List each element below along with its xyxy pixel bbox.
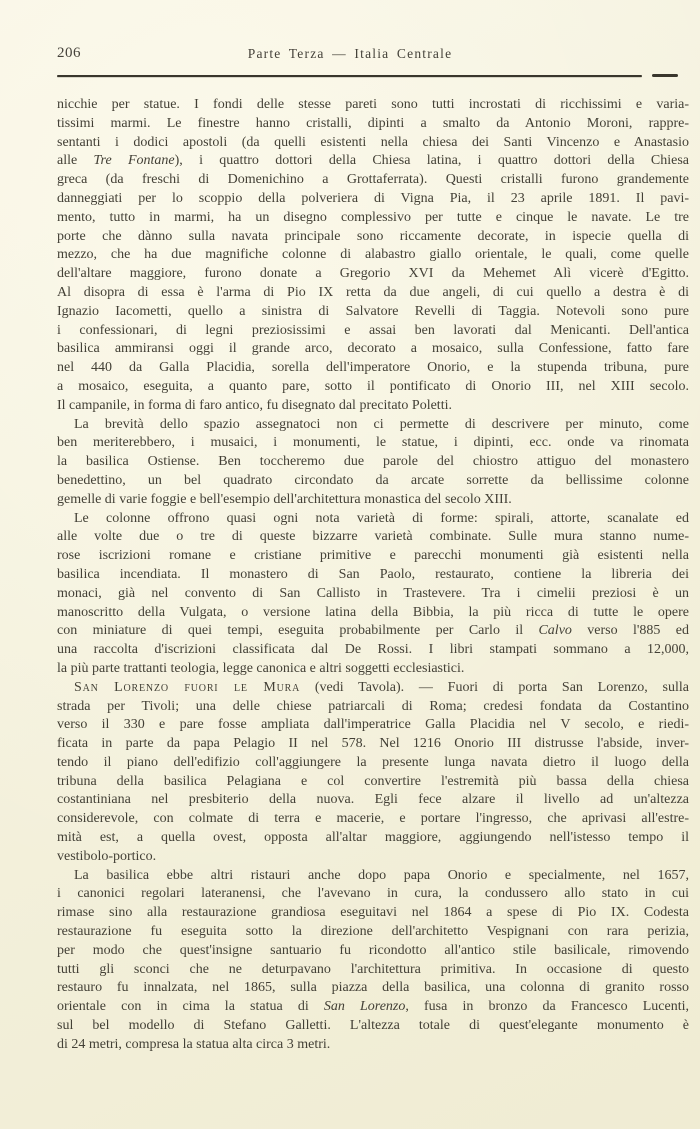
text-line: mento, tutto in marmi, ha un disegno complessivo per tutte e cinque le navate. Le tre: [57, 209, 689, 225]
text-line: basilica incendiata. Il monastero di San Paolo, restaurato, contiene la libreria dei: [57, 566, 689, 582]
page-number: 206: [57, 45, 81, 61]
header-rule: [57, 75, 642, 77]
text-line: benedettino, un bel quadrato circondato da arcate sorrette da bellissime colonne: [57, 472, 689, 488]
text-line: Il campanile, in forma di faro antico, fu disegnato dal precitato Poletti.: [57, 397, 452, 413]
text-line: restauro fu innalzata, nel 1865, sulla piazza della basilica, una colonna di granito rosso: [57, 980, 689, 996]
text-line: orientale con in cima la statua di San Lorenzo, fusa in bronzo da Francesco Lucenti,: [57, 999, 689, 1015]
text-line: porte che dànno sulla navata principale sono riccamente decorate, in ispecie quella di: [57, 228, 689, 244]
text-line: a mosaico, eseguita, a quanto pare, sotto il pontificato di Onorio III, nel XIII secolo.: [57, 378, 689, 394]
text-line: una raccolta d'iscrizioni classificata dal De Rossi. I libri stampati sommano a 12,000,: [57, 642, 689, 658]
page-body: [57, 96, 689, 1055]
page-header: [0, 45, 700, 65]
text-line: monaci, già nel convento di San Callisto in Trastevere. Tra i cimelii preziosi è un: [57, 585, 689, 601]
text-line: rimase sino alla restaurazione grandiosa eseguitavi nel 1864 a spese di Pio IX. Codesta: [57, 905, 689, 921]
text-line: danneggiati per lo scoppio della polveriera di Vigna Pia, il 23 aprile 1891. Il pavi-: [57, 190, 689, 206]
text-line: tissimi marmi. Le finestre hanno cristalli, dipinti a smalto da Antonio Moroni, rappre-: [57, 115, 689, 131]
text-line: greca (da freschi di Domenichino a Grottaferrata). Questi cristalli furono grandemente: [57, 172, 689, 188]
text-line: sentanti i dodici apostoli (da quelli esistenti nella chiesa dei Santi Vincenzo e Anastasio: [57, 134, 689, 150]
text-line: nicchie per statue. I fondi delle stesse pareti sono tutti incrostati di ricchissimi e varia-: [57, 97, 689, 112]
text-line: dell'altare maggiore, furono donate a Gregorio XVI da Mehemet Alì vicerè d'Egitto.: [57, 266, 689, 282]
text-line: gemelle di varie foggie e bell'esempio dell'architettura monastica del secolo XIII.: [57, 491, 512, 507]
text-line: restaurazione fu eseguita sotto la direzione dell'architetto Vespignani con rara perizia,: [57, 924, 689, 940]
text-line: i confessionari, di legni preziosissimi e assai ben lavorati dal Menicanti. Dell'antica: [57, 322, 689, 338]
text-line: tutti gli sconci che ne deturpavano l'architettura primitiva. In occasione di questo: [57, 961, 689, 977]
running-title: Parte Terza — Italia Centrale: [247, 46, 453, 61]
text-line: San Lorenzo fuori le Mura (vedi Tavola). — Fuori di porta San Lorenzo, sulla: [74, 679, 689, 695]
text-line: costantiniana nel presbiterio della nuova. Egli fece alzare il livello ad un'altezza: [57, 792, 689, 808]
text-line: i canonici regolari lateranensi, che l'avevano in cura, la condussero allo stato in cui: [57, 886, 689, 902]
text-line: La brevità dello spazio assegnatoci non ci permette di descrivere per minuto, come: [74, 416, 689, 432]
text-line: mezzo, che ha due magnifiche colonne di alabastro giallo orientale, le quali, come quelle: [57, 247, 689, 263]
text-line: manoscritto della Vulgata, o versione latina della Bibbia, la più ricca di tutte le opere: [57, 604, 689, 620]
text-line: tribuna della basilica Pelagiana e col convertire l'estremità più bassa della chiesa: [57, 773, 689, 789]
text-line: ficata in parte da papa Pelagio II nel 578. Nel 1216 Onorio III distrusse l'abside, inver-: [57, 736, 689, 752]
text-line: alle Tre Fontane), i quattro dottori della Chiesa latina, i quattro dottori della Chiesa: [57, 153, 689, 169]
text-line: sul bel modello di Stefano Galletti. L'altezza totale di quest'elegante monumento è: [57, 1018, 689, 1034]
text-line: la più parte trattanti teologia, legge canonica e altri soggetti ecclesiastici.: [57, 660, 465, 676]
text-line: basilica ammiransi oggi il grande arco, decorato a mosaico, sulla Confessione, fatto fare: [57, 341, 689, 357]
text-line: ben meriterebbero, i musaici, i monumenti, le statue, i dipinti, ecc. onde va rinomata: [57, 435, 689, 451]
text-line: con miniature di quei tempi, eseguita probabilmente per Carlo il Calvo verso l'885 ed: [57, 623, 689, 639]
text-line: vestibolo-portico.: [57, 848, 157, 864]
text-line: alle volte due o tre di queste bizzarre varietà combinate. Sulle mura stanno nume-: [57, 529, 689, 545]
text-line: strada per Tivoli; una delle chiese patriarcali di Roma; credesi fondata da Costantino: [57, 698, 689, 714]
text-line: mità est, a quella ovest, opposta all'altar maggiore, aggiungendo nell'istesso tempo il: [57, 830, 689, 846]
text-line: Le colonne offrono quasi ogni nota varietà di forme: spirali, attorte, scanalate ed: [74, 510, 689, 526]
text-line: Al disopra di essa è l'arma di Pio IX retta da due angeli, di cui quello a destra è di: [57, 284, 689, 300]
text-line: per modo che quest'insigne santuario fu ricondotto all'antico stile basilicale, rimovendo: [57, 942, 689, 958]
header-rule-dash: [652, 74, 678, 77]
text-line: rose iscrizioni romane e cristiane primitive e parecchi monumenti già esistenti nella: [57, 548, 689, 564]
text-line: la basilica Ostiense. Ben toccheremo due parole del chiostro attiguo del monastero: [57, 454, 689, 470]
text-line: La basilica ebbe altri ristauri anche dopo papa Onorio e specialmente, nel 1657,: [74, 867, 689, 883]
text-line: Ignazio Iacometti, quello a sinistra di Salvatore Revelli di Taggia. Notevoli sono pure: [57, 303, 689, 319]
text-line: di 24 metri, compresa la statua alta circa 3 metri.: [57, 1036, 331, 1052]
text-line: considerevole, con colmate di terra e macerie, e portare l'ingresso, che aprivasi all'estre-: [57, 811, 689, 827]
text-line: nel 440 da Galla Placidia, sorella dell'imperatore Onorio, e la stupenda tribuna, pure: [57, 360, 689, 376]
text-line: verso il 330 e pare fosse ampliata dall'imperatrice Galla Placidia nel V secolo, e riedi-: [57, 717, 689, 733]
text-line: tendo il piano dell'edifizio coll'aggiungere la presente lunga navata dietro il luogo della: [57, 754, 689, 770]
